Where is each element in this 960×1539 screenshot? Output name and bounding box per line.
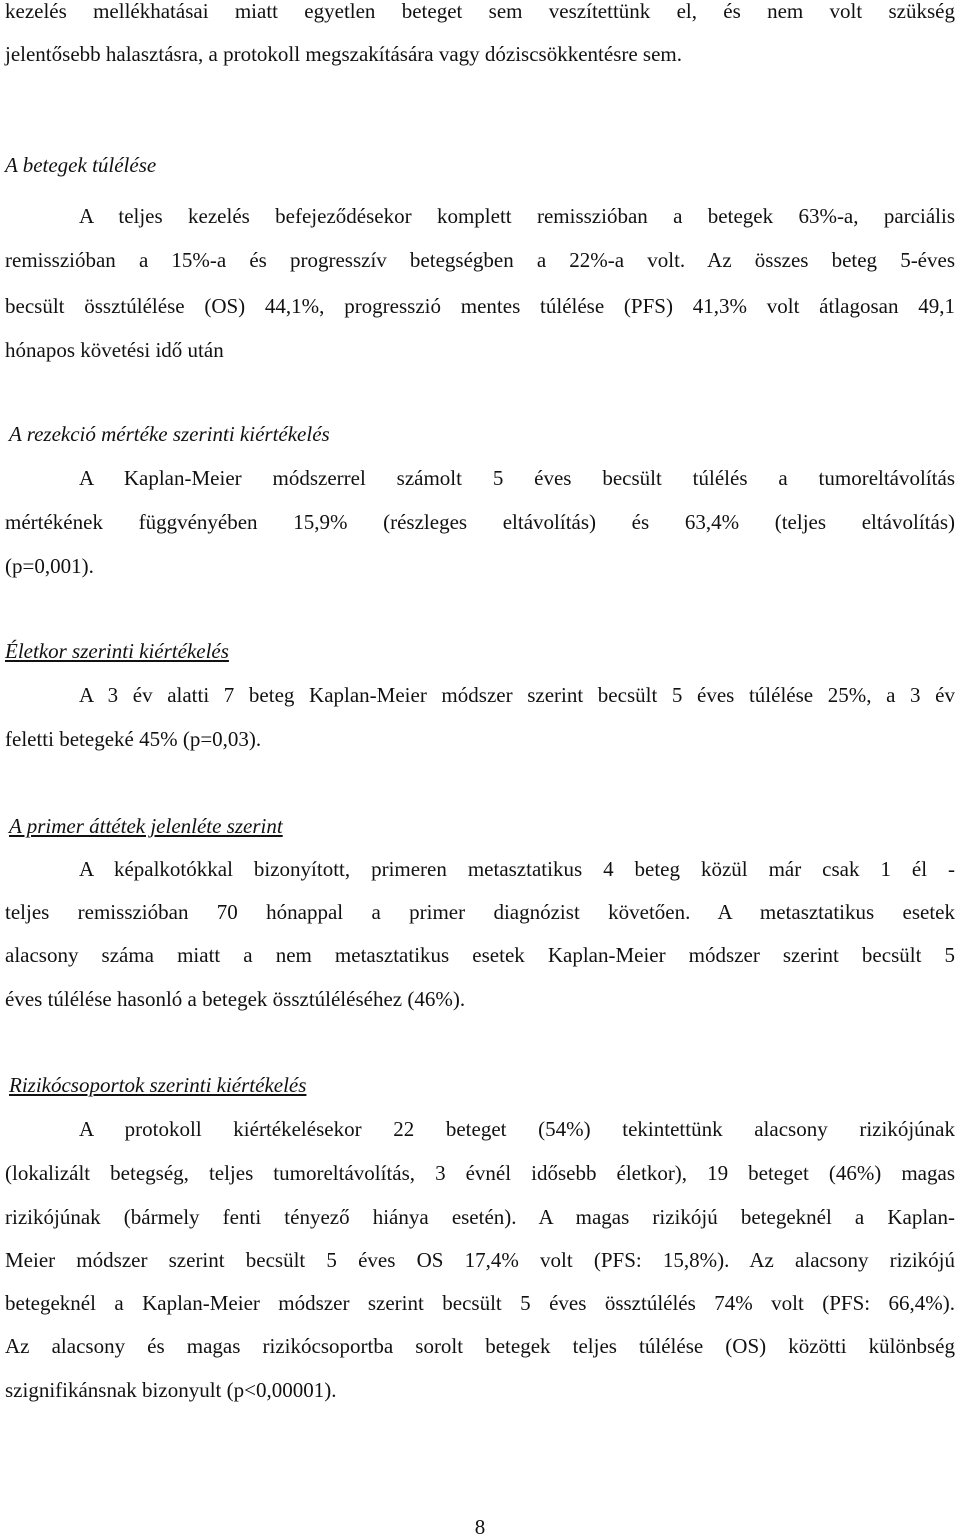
text-line: feletti betegeké 45% (p=0,03).: [5, 727, 262, 751]
section-heading: A primer áttétek jelenléte szerint: [9, 814, 283, 838]
text-line: A képalkotókkal bizonyított, primeren metasztatikus 4 beteg közül már csak 1 él -: [79, 857, 955, 881]
text-line: A protokoll kiértékelésekor 22 beteget (54%) tekintettünk alacsony rizikójúnak: [79, 1117, 955, 1141]
section-heading: Rizikócsoportok szerinti kiértékelés: [9, 1073, 307, 1097]
section-heading: Életkor szerinti kiértékelés: [5, 639, 229, 663]
section-heading: A betegek túlélése: [5, 153, 157, 177]
text-line: mértékének függvényében 15,9% (részleges eltávolítás) és 63,4% (teljes eltávolítás): [5, 510, 955, 534]
text-line: hónapos követési idő után: [5, 338, 224, 362]
text-line: kezelés mellékhatásai miatt egyetlen beteget sem veszítettünk el, és nem volt szükség: [5, 0, 955, 23]
text-line: jelentősebb halasztásra, a protokoll megszakítására vagy dóziscsökkentésre sem.: [5, 42, 683, 66]
text-line: teljes remisszióban 70 hónappal a primer diagnózist követően. A metasztatikus esetek: [5, 900, 955, 924]
text-line: (p=0,001).: [5, 554, 94, 578]
text-line: (lokalizált betegség, teljes tumoreltávolítás, 3 évnél idősebb életkor), 19 beteget (46%) magas: [5, 1161, 955, 1185]
text-line: remisszióban a 15%-a és progresszív betegségben a 22%-a volt. Az összes beteg 5-éves: [5, 248, 955, 272]
section-heading: A rezekció mértéke szerinti kiértékelés: [9, 422, 330, 446]
text-line: betegeknél a Kaplan-Meier módszer szerint becsült 5 éves össztúlélés 74% volt (PFS: 66,4%).: [5, 1291, 955, 1315]
text-line: A Kaplan-Meier módszerrel számolt 5 éves becsült túlélés a tumoreltávolítás: [79, 466, 955, 490]
text-line: rizikójúnak (bármely fenti tényező hiánya esetén). A magas rizikójú betegeknél a Kaplan-: [5, 1205, 955, 1229]
text-line: A teljes kezelés befejeződésekor komplett remisszióban a betegek 63%-a, parciális: [79, 204, 955, 228]
text-line: Meier módszer szerint becsült 5 éves OS 17,4% volt (PFS: 15,8%). Az alacsony rizikójú: [5, 1248, 955, 1272]
text-line: alacsony száma miatt a nem metasztatikus esetek Kaplan-Meier módszer szerint becsült 5: [5, 943, 955, 967]
text-line: éves túlélése hasonló a betegek össztúléléséhez (46%).: [5, 987, 466, 1011]
text-line: A 3 év alatti 7 beteg Kaplan-Meier módszer szerint becsült 5 éves túlélése 25%, a 3 év: [79, 683, 955, 707]
text-line: Az alacsony és magas rizikócsoportba sorolt betegek teljes túlélése (OS) közötti különbség: [5, 1334, 955, 1358]
page-number: 8: [474, 1515, 486, 1539]
text-line: becsült össztúlélése (OS) 44,1%, progresszió mentes túlélése (PFS) 41,3% volt átlagosan 49,1: [5, 294, 955, 318]
text-line: szignifikánsnak bizonyult (p<0,00001).: [5, 1378, 337, 1402]
